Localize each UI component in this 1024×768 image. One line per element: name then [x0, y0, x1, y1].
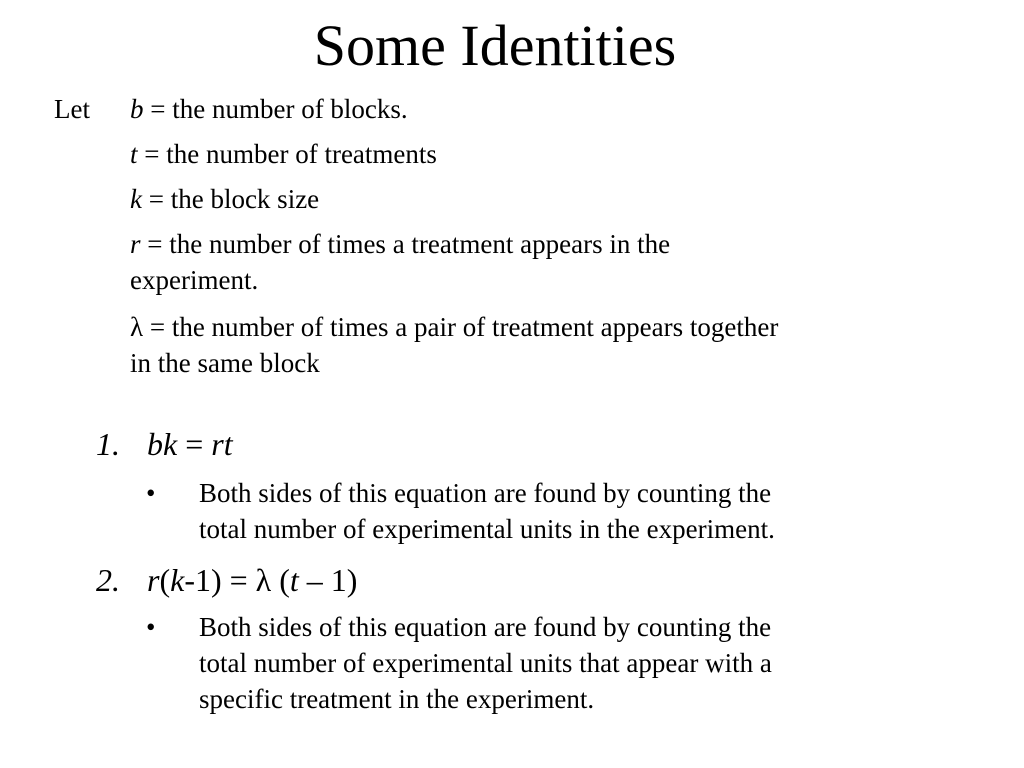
definition-text-continued: experiment. [130, 265, 259, 295]
definition-text-continued: in the same block [130, 348, 320, 378]
equation-term: k [170, 562, 185, 598]
identity-explanation-2 [199, 609, 772, 717]
explanation-line: total number of experimental units that appear with a [199, 648, 772, 678]
equation-term: ( [159, 562, 171, 598]
identity-number-1: 1. [96, 426, 120, 462]
equation-term: -1) = λ ( [184, 562, 290, 598]
definition-text: = the block size [141, 184, 320, 214]
identity-equation-1 [147, 424, 233, 464]
symbol-r: r [130, 229, 141, 259]
definition-k [130, 181, 319, 217]
equation-term: t [289, 562, 299, 598]
symbol-lambda: λ [130, 312, 144, 342]
equation-term: rt [211, 426, 233, 462]
identity-number-2: 2. [96, 562, 120, 598]
equation-term: – 1) [298, 562, 358, 598]
symbol-t: t [130, 139, 138, 169]
symbol-b: b [130, 94, 144, 124]
equation-term: = [177, 426, 212, 462]
explanation-line: specific treatment in the experiment. [199, 684, 595, 714]
definition-text: = the number of treatments [137, 139, 437, 169]
identity-equation-2 [147, 560, 357, 600]
definition-text: = the number of times a treatment appears in the [140, 229, 671, 259]
definition-b [130, 91, 408, 127]
definition-text: = the number of times a pair of treatment appears together [143, 312, 779, 342]
equation-term: r [147, 562, 160, 598]
explanation-line: Both sides of this equation are found by counting the [199, 612, 772, 642]
slide-title: Some Identities [313, 13, 677, 78]
definition-r [130, 226, 670, 298]
definition-text: = the number of blocks. [143, 94, 408, 124]
definition-lambda [130, 309, 778, 381]
bullet-icon: • [146, 612, 156, 642]
let-label: Let [54, 94, 90, 124]
definition-t [130, 136, 437, 172]
bullet-icon: • [146, 478, 156, 508]
equation-term: bk [147, 426, 178, 462]
symbol-k: k [130, 184, 142, 214]
explanation-line: Both sides of this equation are found by counting the [199, 478, 772, 508]
identity-explanation-1 [199, 475, 775, 547]
explanation-line: total number of experimental units in the experiment. [199, 514, 775, 544]
